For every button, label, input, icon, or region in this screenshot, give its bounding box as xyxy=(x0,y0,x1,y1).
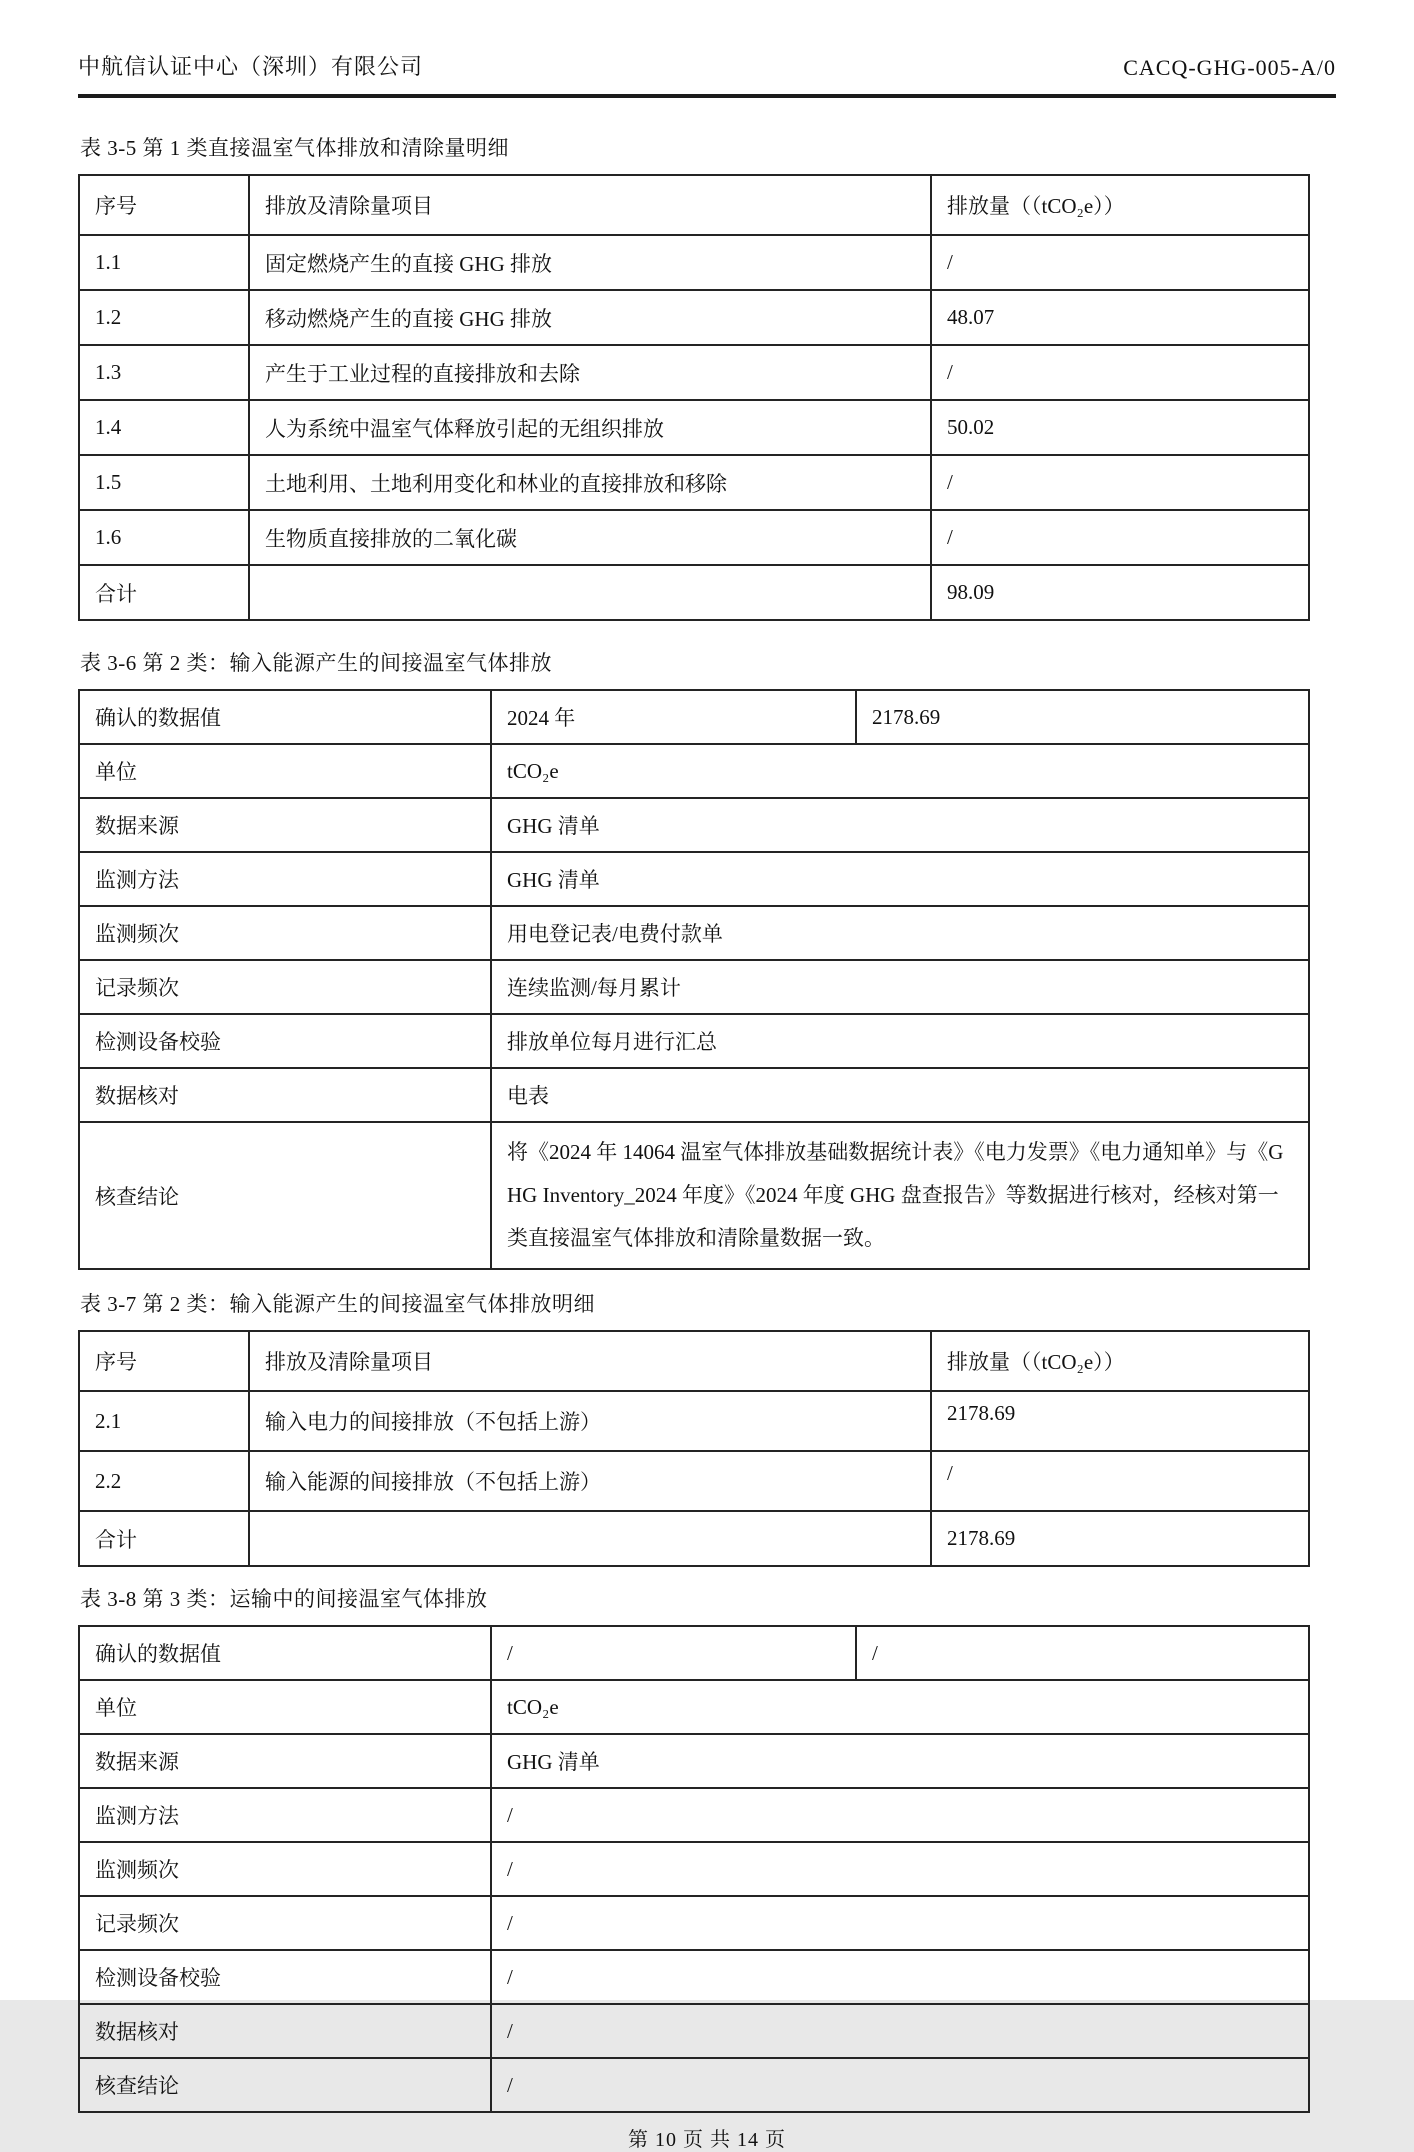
row-value: 2178.69 xyxy=(931,1391,1309,1451)
table-3-6-title: 表 3-6 第 2 类：输入能源产生的间接温室气体排放 xyxy=(80,651,552,675)
row-item: 土地利用、土地利用变化和林业的直接排放和移除 xyxy=(249,455,931,510)
table-row xyxy=(79,1896,1309,1950)
table-row xyxy=(79,960,1309,1014)
header-row xyxy=(79,1331,1309,1391)
table-3-7-title: 表 3-7 第 2 类：输入能源产生的间接温室气体排放明细 xyxy=(80,1292,595,1317)
row-item: 固定燃烧产生的直接 GHG 排放 xyxy=(249,235,931,290)
row-value: 用电登记表/电费付款单 xyxy=(491,906,1309,960)
row-label: 记录频次 xyxy=(79,1896,491,1950)
row-value: / xyxy=(491,1788,1309,1842)
document-header xyxy=(78,50,1336,81)
table-row xyxy=(79,1511,1309,1566)
row-label: 核查结论 xyxy=(79,1122,491,1269)
table-row xyxy=(79,2004,1309,2058)
row-value: GHG 清单 xyxy=(491,852,1309,906)
column-header: 序号 xyxy=(79,175,249,235)
row-value: 50.02 xyxy=(931,400,1309,455)
row-index: 1.2 xyxy=(79,290,249,345)
row-label: 单位 xyxy=(79,744,491,798)
table-row xyxy=(79,345,1309,400)
table-row xyxy=(79,290,1309,345)
row-index: 2.2 xyxy=(79,1451,249,1511)
row-label: 核查结论 xyxy=(79,2058,491,2112)
table-3-8-title: 表 3-8 第 3 类：运输中的间接温室气体排放 xyxy=(80,1587,488,1612)
header-divider xyxy=(78,94,1336,98)
table-row xyxy=(79,1950,1309,2004)
row-index: 合计 xyxy=(79,1511,249,1566)
column-header: 排放量（（tCO₂e）） xyxy=(931,1331,1309,1391)
row-index: 1.6 xyxy=(79,510,249,565)
column-header: 排放及清除量项目 xyxy=(249,1331,931,1391)
row-label: 单位 xyxy=(79,1680,491,1734)
row-label: 确认的数据值 xyxy=(79,1626,491,1680)
table-row xyxy=(79,1391,1309,1451)
row-value: / xyxy=(931,345,1309,400)
row-value: 2178.69 xyxy=(931,1511,1309,1566)
row-value: 2178.69 xyxy=(856,690,1309,744)
table-row xyxy=(79,2058,1309,2112)
row-label: 数据核对 xyxy=(79,1068,491,1122)
table-row xyxy=(79,690,1309,744)
row-value: / xyxy=(491,1896,1309,1950)
row-value: / xyxy=(491,2004,1309,2058)
row-index: 1.3 xyxy=(79,345,249,400)
header-row xyxy=(79,175,1309,235)
row-item: 输入电力的间接排放（不包括上游） xyxy=(249,1391,931,1451)
table-row xyxy=(79,744,1309,798)
row-label: 监测方法 xyxy=(79,852,491,906)
row-value: / xyxy=(491,1626,856,1680)
column-header: 排放及清除量项目 xyxy=(249,175,931,235)
row-value: / xyxy=(931,235,1309,290)
column-header: 排放量（（tCO₂e）） xyxy=(931,175,1309,235)
row-label: 数据核对 xyxy=(79,2004,491,2058)
page-number: 第 10 页 共 14 页 xyxy=(628,2129,786,2152)
row-value: tCO₂e xyxy=(491,744,1309,798)
table-3-5 xyxy=(78,174,1310,621)
row-item xyxy=(249,565,931,620)
row-value: 2024 年 xyxy=(491,690,856,744)
row-item: 移动燃烧产生的直接 GHG 排放 xyxy=(249,290,931,345)
row-value: tCO₂e xyxy=(491,1680,1309,1734)
table-3-5-title: 表 3-5 第 1 类直接温室气体排放和清除量明细 xyxy=(80,136,509,160)
row-value: 排放单位每月进行汇总 xyxy=(491,1014,1309,1068)
table-row xyxy=(79,852,1309,906)
row-index: 1.4 xyxy=(79,400,249,455)
row-value: / xyxy=(931,510,1309,565)
table-row xyxy=(79,798,1309,852)
row-index: 合计 xyxy=(79,565,249,620)
table-row xyxy=(79,1734,1309,1788)
row-value: / xyxy=(491,2058,1309,2112)
row-item: 产生于工业过程的直接排放和去除 xyxy=(249,345,931,400)
row-value: / xyxy=(491,1842,1309,1896)
row-item: 输入能源的间接排放（不包括上游） xyxy=(249,1451,931,1511)
row-index: 1.1 xyxy=(79,235,249,290)
table-row xyxy=(79,510,1309,565)
row-label: 检测设备校验 xyxy=(79,1014,491,1068)
row-value: 98.09 xyxy=(931,565,1309,620)
row-index: 2.1 xyxy=(79,1391,249,1451)
table-row xyxy=(79,1680,1309,1734)
row-item: 生物质直接排放的二氧化碳 xyxy=(249,510,931,565)
table-row xyxy=(79,1122,1309,1269)
row-value: 将《2024 年 14064 温室气体排放基础数据统计表》《电力发票》《电力通知单》与《GHG Inventory_2024 年度》《2024 年度 GHG 盘查报告》等数据进行核对，经核对第一类直接温室气体排放和清除量数据一致。 xyxy=(491,1122,1309,1269)
row-value: / xyxy=(931,1451,1309,1511)
doc-code: CACQ-GHG-005-A/0 xyxy=(1123,55,1336,80)
table-row xyxy=(79,235,1309,290)
row-index: 1.5 xyxy=(79,455,249,510)
table-3-7 xyxy=(78,1330,1310,1567)
row-label: 确认的数据值 xyxy=(79,690,491,744)
row-value: 48.07 xyxy=(931,290,1309,345)
row-value: / xyxy=(931,455,1309,510)
table-3-8 xyxy=(78,1625,1310,2113)
table-row xyxy=(79,1842,1309,1896)
table-row xyxy=(79,400,1309,455)
row-label: 监测频次 xyxy=(79,906,491,960)
row-label: 检测设备校验 xyxy=(79,1950,491,2004)
table-row xyxy=(79,1014,1309,1068)
row-value: / xyxy=(856,1626,1309,1680)
row-label: 数据来源 xyxy=(79,798,491,852)
row-label: 记录频次 xyxy=(79,960,491,1014)
row-value: GHG 清单 xyxy=(491,1734,1309,1788)
row-label: 监测频次 xyxy=(79,1842,491,1896)
table-row xyxy=(79,1451,1309,1511)
row-label: 数据来源 xyxy=(79,1734,491,1788)
column-header: 序号 xyxy=(79,1331,249,1391)
table-3-6 xyxy=(78,689,1310,1270)
table-row xyxy=(79,1788,1309,1842)
row-value: 连续监测/每月累计 xyxy=(491,960,1309,1014)
row-item xyxy=(249,1511,931,1566)
row-value: 电表 xyxy=(491,1068,1309,1122)
row-value: GHG 清单 xyxy=(491,798,1309,852)
row-value: / xyxy=(491,1950,1309,2004)
row-label: 监测方法 xyxy=(79,1788,491,1842)
table-row xyxy=(79,906,1309,960)
table-row xyxy=(79,455,1309,510)
table-row xyxy=(79,1068,1309,1122)
table-row xyxy=(79,565,1309,620)
table-row xyxy=(79,1626,1309,1680)
company-name: 中航信认证中心（深圳）有限公司 xyxy=(78,54,424,79)
row-item: 人为系统中温室气体释放引起的无组织排放 xyxy=(249,400,931,455)
